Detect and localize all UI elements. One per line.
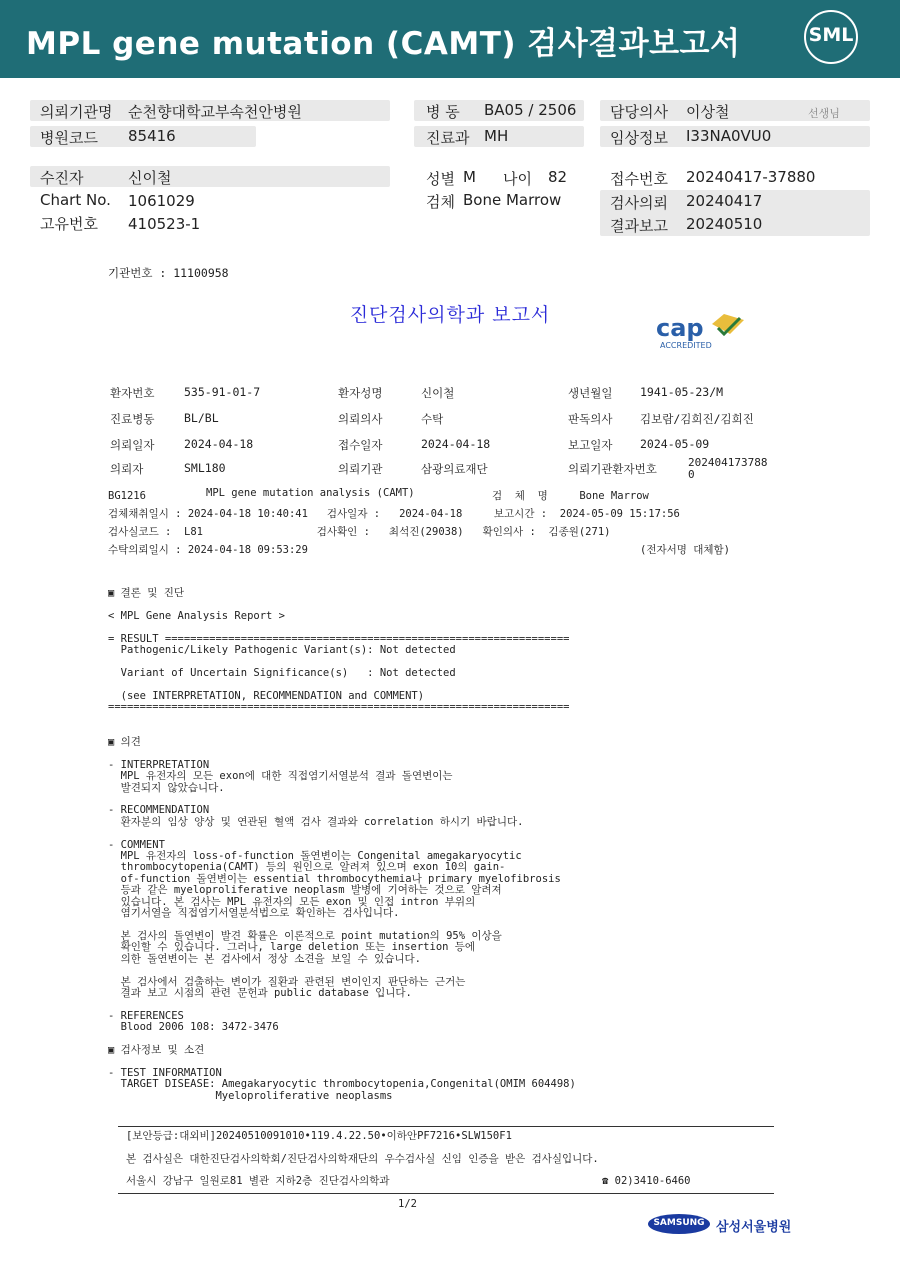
security-line: [보안등급:대외비]20240510091010•119.4.22.50•이하안PF7216•SLW150F1 <box>126 1130 512 1142</box>
test-req-value: 20240417 <box>686 192 763 210</box>
report-line: 염기서열을 직접염기서열분석법으로 확인하는 검사입니다. <box>108 907 400 920</box>
field-label: 생년월일 <box>568 386 613 400</box>
result-label: 결과보고 <box>610 217 668 235</box>
field-label: 환자성명 <box>338 386 383 400</box>
age-label: 나이 <box>503 170 532 188</box>
footer-divider-bottom <box>118 1193 774 1194</box>
test-name: MPL gene mutation analysis (CAMT) <box>206 487 415 499</box>
specimen-value: Bone Marrow <box>463 191 562 209</box>
sml-logo: SML <box>804 10 856 62</box>
report-header <box>0 0 900 78</box>
report-line: ========================================================================= <box>108 701 570 714</box>
footer-divider-top <box>118 1126 774 1127</box>
page-title: MPL gene mutation (CAMT) 검사결과보고서 <box>26 26 741 62</box>
field-label: 의뢰기관 <box>338 462 383 476</box>
inst-number: 기관번호 : 11100958 <box>108 266 229 280</box>
unique-label: 고유번호 <box>40 215 98 233</box>
ward-value: BA05 / 2506 <box>484 101 577 119</box>
report-line: 본 검사의 돌연변이 발견 확률은 이론적으로 point mutation의 95% 이상을 <box>108 929 502 942</box>
report-line <box>108 965 576 976</box>
svg-text:ACCREDITED: ACCREDITED <box>660 341 712 350</box>
field-value: 2024-04-18 <box>184 437 254 451</box>
unique-value: 410523-1 <box>128 215 201 233</box>
specimen-label: 검체 <box>426 193 455 211</box>
field-label: 판독의사 <box>568 412 613 426</box>
dept-label: 진료과 <box>426 129 470 147</box>
report-line: - INTERPRETATION <box>108 758 210 771</box>
report-line: ▣ 의견 <box>108 736 141 748</box>
field-extra: 0 <box>688 468 695 481</box>
field-label: 환자번호 <box>110 386 155 400</box>
doctor-suffix: 선생님 <box>808 107 840 120</box>
report-line: TARGET DISEASE: Amegakaryocytic thrombocytopenia,Congenital(OMIM 604498) <box>108 1078 576 1091</box>
address-line: 서울시 강남구 일원로81 별관 지하2층 진단검사의학과 <box>126 1175 390 1187</box>
specimen-line: 검 체 명 Bone Marrow <box>492 490 649 502</box>
report-line: < MPL Gene Analysis Report > <box>108 609 286 622</box>
clinical-value: I33NA0VU0 <box>686 127 772 145</box>
hosp-code-label: 병원코드 <box>40 129 98 147</box>
field-value: 삼광의료재단 <box>421 462 488 476</box>
field-value: 신이철 <box>421 386 455 400</box>
field-value: 1941-05-23/M <box>640 385 724 399</box>
report-line: 환자분의 임상 양상 및 연관된 혈액 검사 결과와 correlation 하시기 바랍니다. <box>108 815 524 828</box>
field-value: 수탁 <box>421 412 444 426</box>
field-label: 의뢰자 <box>110 462 144 476</box>
report-line: Myeloproliferative neoplasms <box>108 1089 393 1102</box>
sex-label: 성별 <box>426 170 455 188</box>
report-line: ▣ 검사정보 및 소견 <box>108 1043 205 1056</box>
detail-line-2: 검사실코드 : L81 검사확인 : 최석진(29038) 확인의사 : 김종원(271) <box>108 526 611 538</box>
page-number: 1/2 <box>398 1198 417 1210</box>
test-code: BG1216 <box>108 490 146 502</box>
cert-line: 본 검사실은 대한진단검사의학회/진단검사의학재단의 우수검사실 신임 인증을 받은 검사실입니다. <box>126 1153 599 1165</box>
report-line: 있습니다. 본 검사는 MPL 유전자의 모든 exon 및 인접 intron 부위의 <box>108 895 476 908</box>
detail-line-3: 수탁의뢰일시 : 2024-04-18 09:53:29 <box>108 544 308 556</box>
field-value: SML180 <box>184 461 226 475</box>
field-label: 의뢰의사 <box>338 412 383 426</box>
report-line: - TEST INFORMATION <box>108 1066 222 1079</box>
report-line: ▣ 결론 및 진단 <box>108 587 185 599</box>
patient-value: 신이철 <box>128 169 172 187</box>
field-value: 535-91-01-7 <box>184 385 261 399</box>
phone-line: ☎ 02)3410-6460 <box>602 1175 691 1187</box>
detail-line-1: 검체채취일시 : 2024-04-18 10:40:41 검사일자 : 2024-04-18 보고시간 : 2024-05-09 15:17:56 <box>108 508 680 520</box>
field-value: BL/BL <box>184 411 219 425</box>
report-line: 등과 같은 myeloproliferative neoplasm 발병에 기여하는 것으로 알려져 <box>108 884 502 897</box>
test-req-label: 검사의뢰 <box>610 194 668 212</box>
field-value: 2024-04-18 <box>421 437 491 451</box>
report-line: Pathogenic/Likely Pathogenic Variant(s): Not detected <box>108 644 456 657</box>
result-value: 20240510 <box>686 215 763 233</box>
report-line: - COMMENT <box>108 838 165 851</box>
dept-value: MH <box>484 127 509 145</box>
field-label: 의뢰일자 <box>110 438 155 452</box>
report-line: - REFERENCES <box>108 1009 184 1022</box>
clinical-label: 임상정보 <box>610 129 668 147</box>
receipt-label: 접수번호 <box>610 170 668 188</box>
report-line: = RESULT ================================================================ <box>108 632 570 645</box>
req-inst-value: 순천향대학교부속천안병원 <box>128 103 302 121</box>
report-line: Blood 2006 108: 3472-3476 <box>108 1021 279 1034</box>
doctor-value: 이상철 <box>686 103 730 121</box>
result-section <box>108 588 569 713</box>
report-line: 발견되지 않았습니다. <box>108 781 225 794</box>
bar-patient <box>30 166 390 187</box>
report-line <box>108 828 576 839</box>
age-value: 82 <box>548 168 568 186</box>
report-title: 진단검사의학과 보고서 <box>349 304 551 326</box>
ward-label: 병 동 <box>426 103 460 121</box>
cap-accredited-logo <box>654 312 754 352</box>
field-value: 김보람/김희진/김희진 <box>640 412 754 426</box>
report-line <box>108 679 569 690</box>
report-line: 본 검사에서 검출하는 변이가 질환과 관련된 변이인지 판단하는 근거는 <box>108 975 466 988</box>
req-inst-label: 의뢰기관명 <box>40 103 113 121</box>
hosp-code-value: 85416 <box>128 127 176 145</box>
report-line: thrombocytopenia(CAMT) 등의 원인으로 알려져 있으며 exon 10의 gain- <box>108 861 506 874</box>
report-line <box>108 622 569 633</box>
field-value: 2024-05-09 <box>640 437 710 451</box>
patient-label: 수진자 <box>40 169 84 187</box>
chart-label: Chart No. <box>40 191 111 209</box>
field-label: 접수일자 <box>338 438 383 452</box>
sex-value: M <box>463 168 476 186</box>
receipt-value: 20240417-37880 <box>686 168 816 186</box>
report-line: 결과 보고 시점의 관련 문헌과 public database 입니다. <box>108 986 412 999</box>
report-line: MPL 유전자의 loss-of-function 돌연변이는 Congenital amegakaryocytic <box>108 850 522 863</box>
field-label: 의뢰기관환자번호 <box>568 462 657 476</box>
report-line: 의한 돌연변이는 본 검사에서 정상 소견을 보일 수 있습니다. <box>108 952 421 965</box>
opinion-section <box>108 737 576 1102</box>
chart-value: 1061029 <box>128 192 195 210</box>
esign-note: (전자서명 대체함) <box>640 544 730 556</box>
field-label: 보고일자 <box>568 438 613 452</box>
report-line: (see INTERPRETATION, RECOMMENDATION and COMMENT) <box>108 689 425 702</box>
field-label: 진료병동 <box>110 412 155 426</box>
doctor-label: 담당의사 <box>610 103 668 121</box>
report-line: - RECOMMENDATION <box>108 804 210 817</box>
svg-text:cap: cap <box>656 314 704 342</box>
report-line: of-function 돌연변이는 essential thrombocythemia나 primary myelofibrosis <box>108 872 561 885</box>
report-line: Variant of Uncertain Significance(s) : Not detected <box>108 666 456 679</box>
report-line: 확인할 수 있습니다. 그러나, large deletion 또는 insertion 등에 <box>108 941 476 954</box>
field-value: 202404173788 <box>688 456 768 469</box>
report-line: MPL 유전자의 모든 exon에 대한 직접염기서열분석 결과 돌연변이는 <box>108 770 453 783</box>
